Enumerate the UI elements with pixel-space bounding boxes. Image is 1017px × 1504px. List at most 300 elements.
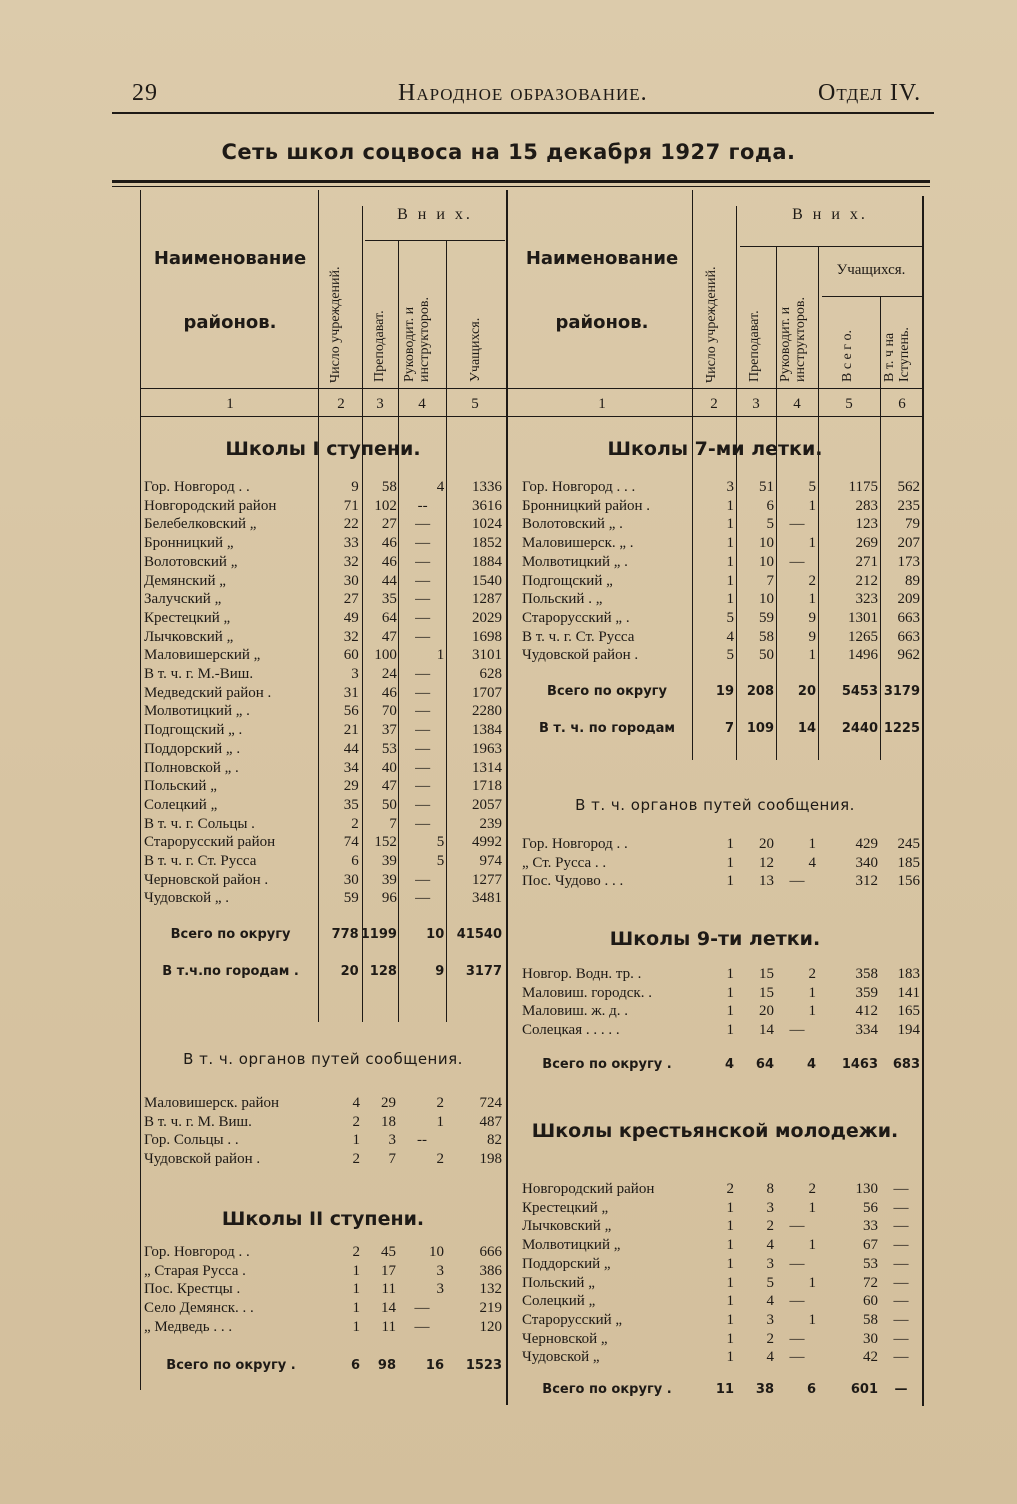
- table-row: [144, 1150, 504, 1169]
- table-row: [144, 1280, 504, 1299]
- row-value: 4: [806, 1056, 816, 1072]
- right-head-first: В т. ч на Iступень.: [882, 327, 912, 382]
- row-value: 10: [429, 1244, 444, 1260]
- row-value: 45: [381, 1244, 396, 1260]
- row-value: 1: [726, 1255, 734, 1272]
- row-value: 30: [863, 1330, 878, 1347]
- row-name: Старорусский „: [522, 1311, 623, 1328]
- right-head-total: В с е г о.: [840, 329, 855, 382]
- row-value: 2: [352, 1113, 360, 1130]
- row-value: 2: [808, 966, 816, 982]
- row-value: 429: [855, 836, 878, 852]
- row-value: 4: [352, 1095, 360, 1111]
- row-value: 209: [897, 591, 920, 608]
- row-value: 1463: [841, 1056, 878, 1072]
- row-value: 11: [381, 1318, 396, 1335]
- row-name: Волотовский „ .: [522, 516, 623, 533]
- row-value: —: [415, 722, 431, 739]
- row-value: 1: [352, 1300, 360, 1317]
- table-row: [144, 665, 504, 684]
- table-row: [144, 572, 504, 591]
- row-value: 32: [343, 628, 359, 645]
- spacer-row: [522, 1367, 922, 1381]
- row-value: 358: [855, 966, 878, 982]
- row-value: 60: [863, 1293, 878, 1310]
- row-value: 4: [766, 1237, 774, 1254]
- row-value: 38: [755, 1382, 774, 1398]
- row-value: 1540: [472, 572, 502, 589]
- running-title: Народное образование.: [398, 80, 648, 106]
- row-value: 1384: [472, 722, 502, 739]
- row-value: 1: [726, 966, 734, 982]
- row-value: 1718: [472, 778, 502, 795]
- row-name: Крестецкий „: [522, 1199, 609, 1216]
- row-value: 2057: [472, 796, 502, 813]
- row-value: 6: [766, 497, 774, 514]
- row-value: 19: [715, 684, 734, 700]
- row-value: 27: [343, 591, 359, 608]
- row-value: 601: [850, 1382, 878, 1398]
- row-value: 4: [766, 1349, 774, 1366]
- row-value: —: [789, 553, 805, 570]
- table-row: [144, 889, 504, 908]
- row-value: —: [414, 1318, 430, 1335]
- row-value: 2: [766, 1330, 774, 1347]
- spacer-row: [522, 665, 922, 683]
- row-name: Чудовской район .: [522, 647, 639, 664]
- row-name: „ Старая Русса .: [144, 1262, 246, 1279]
- table-row: [144, 553, 504, 572]
- row-value: 1175: [848, 479, 878, 495]
- table-row: [144, 515, 504, 534]
- row-value: —: [789, 1255, 805, 1272]
- row-value: 1336: [472, 479, 502, 495]
- row-value: 4992: [472, 834, 502, 851]
- sk-table: [522, 1180, 922, 1400]
- row-value: 1884: [472, 553, 502, 570]
- row-name: Подгощский „: [522, 572, 613, 589]
- row-value: 1: [436, 1113, 444, 1130]
- row-value: 32: [343, 553, 359, 570]
- total-row: [522, 720, 922, 739]
- row-value: —: [893, 1311, 909, 1328]
- row-value: 2: [352, 1151, 360, 1168]
- row-name: Новгор. Водн. тр. .: [522, 966, 642, 982]
- row-name: Чудовской район .: [144, 1151, 261, 1168]
- s7-title: Школы 7-ми летки.: [607, 438, 823, 460]
- row-name: Польский . „: [522, 591, 603, 608]
- row-name: Солецкая . . . . .: [522, 1022, 620, 1039]
- row-value: 14: [759, 1022, 774, 1039]
- row-name: Маловишерский „: [144, 647, 261, 664]
- row-value: 20: [759, 836, 774, 852]
- row-value: 40: [381, 759, 397, 776]
- table-row: [522, 478, 922, 497]
- row-value: 312: [855, 873, 878, 890]
- row-value: 46: [381, 684, 397, 701]
- row-value: 47: [381, 628, 397, 645]
- page-number: 29: [132, 80, 158, 106]
- row-value: 3481: [472, 890, 502, 907]
- left-idx-5: 5: [471, 396, 479, 412]
- row-value: 1: [808, 1311, 816, 1328]
- row-value: 1: [808, 1003, 816, 1020]
- table-row: [522, 835, 922, 854]
- row-value: 1: [726, 836, 734, 852]
- row-value: 132: [479, 1281, 502, 1298]
- row-name: Полновской „ .: [144, 759, 239, 776]
- row-value: 183: [897, 966, 920, 982]
- row-name: В т. ч. по городам: [538, 720, 676, 736]
- row-name: Маловиш. городск. .: [522, 984, 652, 1001]
- row-value: 51: [759, 479, 774, 495]
- table-row: [522, 1021, 922, 1040]
- row-value: 67: [863, 1237, 878, 1254]
- table-row: [144, 1299, 504, 1318]
- row-value: 102: [374, 497, 397, 514]
- row-name: Солецкий „: [144, 796, 218, 813]
- row-value: 30: [343, 572, 359, 589]
- row-value: 50: [381, 796, 397, 813]
- left-idx-1: 1: [226, 396, 234, 412]
- total-row: [522, 1056, 922, 1075]
- row-value: —: [415, 628, 431, 645]
- row-value: 56: [863, 1199, 878, 1216]
- row-name: Гор. Новгород . .: [144, 1244, 250, 1260]
- row-name: Поддорский „ .: [144, 740, 241, 757]
- row-value: 79: [905, 516, 920, 533]
- right-head-name2: районов.: [555, 312, 649, 333]
- row-value: 46: [381, 535, 397, 552]
- row-value: 3: [436, 1281, 444, 1298]
- table-row: [144, 721, 504, 740]
- row-value: 1852: [472, 535, 502, 552]
- row-value: 340: [855, 854, 878, 871]
- row-value: —: [893, 1255, 909, 1272]
- row-value: 37: [381, 722, 397, 739]
- row-value: 11: [715, 1382, 734, 1398]
- row-value: 1: [436, 647, 445, 664]
- row-value: 198: [479, 1151, 502, 1168]
- s7-rail-title: В т. ч. органов путей сообщения.: [575, 796, 855, 814]
- row-value: 3: [766, 1199, 774, 1216]
- row-value: 9: [808, 628, 816, 645]
- row-value: 46: [381, 553, 397, 570]
- row-value: —: [414, 1300, 430, 1317]
- row-value: 109: [746, 720, 774, 736]
- row-value: 1707: [472, 684, 502, 701]
- row-name: Гор. Новгород . .: [522, 836, 628, 852]
- table-row: [522, 1330, 922, 1349]
- row-value: 1698: [472, 628, 502, 645]
- left-head-name2: районов.: [183, 312, 277, 333]
- row-value: 2: [808, 572, 816, 589]
- row-value: —: [415, 666, 431, 683]
- table-row: [144, 646, 504, 665]
- top-rule-thin: [112, 186, 930, 187]
- row-value: 1: [352, 1262, 360, 1279]
- row-value: 185: [897, 854, 920, 871]
- row-value: 2: [436, 1151, 444, 1168]
- row-value: 9: [351, 479, 359, 495]
- row-value: 3177: [465, 963, 502, 979]
- row-value: 2: [436, 1095, 444, 1111]
- row-value: 663: [897, 609, 920, 626]
- row-value: —: [415, 778, 431, 795]
- row-name: В т. ч. г. Ст. Русса: [522, 628, 635, 645]
- row-value: 2: [726, 1181, 734, 1197]
- row-name: Пос. Чудово . . .: [522, 873, 624, 890]
- left-head-count: Число учреждений.: [328, 266, 343, 383]
- row-name: Черновской „: [522, 1330, 608, 1347]
- row-value: 269: [855, 535, 878, 552]
- row-name: Маловишерск. „ .: [522, 535, 634, 552]
- table-row: [144, 871, 504, 890]
- row-value: 130: [855, 1181, 878, 1197]
- row-name: Лычковский „: [522, 1218, 612, 1235]
- row-value: 239: [479, 815, 502, 832]
- row-name: Всего по округу .: [542, 1056, 672, 1072]
- row-value: —: [415, 516, 431, 533]
- row-value: 1: [808, 535, 816, 552]
- right-head-in-them: В н и х.: [792, 206, 868, 223]
- row-value: 9: [808, 609, 816, 626]
- row-value: 1: [808, 497, 816, 514]
- row-value: 412: [855, 1003, 878, 1020]
- table-row: [522, 854, 922, 873]
- row-value: 16: [425, 1357, 444, 1373]
- table-row: [522, 965, 922, 984]
- table-row: [144, 478, 504, 497]
- table-row: [144, 702, 504, 721]
- row-value: 194: [897, 1022, 920, 1039]
- row-value: 666: [479, 1244, 502, 1260]
- row-value: 72: [863, 1274, 878, 1291]
- row-value: 18: [381, 1113, 396, 1130]
- row-value: 22: [343, 516, 359, 533]
- table-row: [144, 628, 504, 647]
- row-value: —: [789, 1022, 805, 1039]
- row-value: 13: [759, 873, 774, 890]
- s1-table: [144, 478, 504, 982]
- row-value: 1: [726, 497, 734, 514]
- row-value: 165: [897, 1003, 920, 1020]
- table-row: [144, 590, 504, 609]
- table-row: [522, 1348, 922, 1367]
- top-rule: [112, 180, 930, 183]
- total-row: [144, 926, 504, 945]
- table-row: [522, 497, 922, 516]
- table-row: [144, 815, 504, 834]
- s7-rail-table: [522, 835, 922, 891]
- row-value: 11: [381, 1281, 396, 1298]
- row-value: 10: [759, 535, 774, 552]
- left-idx-3: 3: [376, 396, 384, 412]
- left-idx-4: 4: [418, 396, 426, 412]
- head-bottom-rule: [140, 388, 922, 389]
- row-value: 141: [897, 984, 920, 1001]
- row-value: —: [789, 873, 805, 890]
- row-value: 59: [343, 890, 359, 907]
- row-value: —: [415, 703, 431, 720]
- row-value: —: [789, 1218, 805, 1235]
- row-name: Солецкий „: [522, 1293, 596, 1310]
- table-row: [144, 1094, 504, 1113]
- right-idx-6: 6: [898, 396, 906, 412]
- table-row: [522, 1255, 922, 1274]
- row-value: 3: [726, 479, 734, 495]
- row-name: Всего по округу .: [542, 1382, 672, 1398]
- table-row: [522, 609, 922, 628]
- row-value: 30: [343, 871, 359, 888]
- row-value: 6: [351, 853, 359, 870]
- row-name: Чудовской „: [522, 1349, 600, 1366]
- row-value: 20: [340, 963, 359, 979]
- right-head-teachers: Преподават.: [747, 310, 762, 382]
- table-row: [522, 1180, 922, 1199]
- row-value: —: [415, 759, 431, 776]
- table-row: [144, 777, 504, 796]
- row-value: 17: [381, 1262, 396, 1279]
- row-name: Село Демянск. . .: [144, 1300, 254, 1317]
- row-name: „ Ст. Русса . .: [522, 854, 607, 871]
- row-name: Всего по округу .: [166, 1357, 296, 1373]
- row-value: 1: [352, 1132, 360, 1149]
- row-value: 6: [806, 1382, 816, 1398]
- row-value: 1: [726, 873, 734, 890]
- row-value: 1287: [472, 591, 502, 608]
- row-value: 1: [808, 647, 816, 664]
- row-value: 974: [479, 853, 502, 870]
- row-value: 1: [726, 1274, 734, 1291]
- row-name: Чудовской „ .: [144, 890, 230, 907]
- row-value: 323: [855, 591, 878, 608]
- row-value: 1301: [848, 609, 878, 626]
- row-name: Гор. Новгород . . .: [522, 479, 636, 495]
- row-value: 96: [381, 890, 397, 907]
- row-value: —: [893, 1237, 909, 1254]
- row-value: —: [415, 535, 431, 552]
- row-value: 271: [855, 553, 878, 570]
- row-value: 4: [726, 628, 734, 645]
- row-value: 128: [369, 963, 397, 979]
- row-value: 212: [855, 572, 878, 589]
- s1-rail-table: [144, 1094, 504, 1169]
- row-value: 1: [726, 591, 734, 608]
- s2-title: Школы II ступени.: [221, 1208, 425, 1230]
- row-value: 2: [351, 815, 359, 832]
- right-idx-2: 2: [710, 396, 718, 412]
- row-value: 89: [905, 572, 920, 589]
- row-value: 10: [426, 927, 445, 943]
- row-name: В т.ч.по городам .: [162, 963, 299, 979]
- row-value: 1: [808, 836, 816, 852]
- row-name: Польский „: [522, 1274, 595, 1291]
- row-value: 14: [797, 720, 816, 736]
- row-value: 2440: [841, 720, 878, 736]
- row-name: Маловиш. ж. д. .: [522, 1003, 629, 1020]
- row-value: --: [417, 1132, 427, 1149]
- row-value: 35: [381, 591, 397, 608]
- row-value: 49: [343, 609, 359, 626]
- row-value: 778: [331, 927, 359, 943]
- row-value: 2: [766, 1218, 774, 1235]
- table-row: [144, 759, 504, 778]
- row-value: 27: [381, 516, 397, 533]
- table-row: [144, 1318, 504, 1337]
- table-row: [522, 646, 922, 665]
- row-value: 44: [381, 572, 397, 589]
- table-row: [144, 833, 504, 852]
- table-row: [522, 1292, 922, 1311]
- row-value: 562: [897, 479, 920, 495]
- row-value: 33: [343, 535, 359, 552]
- row-name: Пос. Крестцы .: [144, 1281, 241, 1298]
- s2-table: [144, 1243, 504, 1375]
- row-value: 15: [759, 984, 774, 1001]
- row-value: 173: [897, 553, 920, 570]
- left-head-pupils: Учащихся.: [468, 317, 483, 382]
- row-value: 1: [726, 1003, 734, 1020]
- row-value: 58: [381, 479, 397, 495]
- row-value: 1963: [472, 740, 502, 757]
- table-row: [144, 497, 504, 516]
- row-value: --: [417, 497, 428, 514]
- row-value: 35: [343, 796, 359, 813]
- row-value: 5: [766, 1274, 774, 1291]
- table-row: [522, 628, 922, 647]
- table-row: [522, 1002, 922, 1021]
- row-value: 29: [381, 1095, 396, 1111]
- row-value: 663: [897, 628, 920, 645]
- s1-title: Школы I ступени.: [225, 438, 421, 460]
- row-value: —: [415, 591, 431, 608]
- row-value: 3: [351, 666, 359, 683]
- total-row: [144, 1357, 504, 1376]
- spacer-row: [144, 908, 504, 926]
- table-row: [144, 1262, 504, 1281]
- row-name: Старорусский район: [144, 834, 276, 851]
- row-name: Бронницкий район .: [522, 497, 651, 514]
- row-value: 9: [435, 963, 445, 979]
- row-name: Старорусский „ .: [522, 609, 630, 626]
- row-name: Медведский район .: [144, 684, 272, 701]
- row-value: 1: [352, 1318, 360, 1335]
- row-value: 64: [755, 1056, 774, 1072]
- row-value: 683: [892, 1056, 920, 1072]
- row-name: Молвотицкий „ .: [522, 553, 628, 570]
- s9-title: Школы 9-ти летки.: [609, 928, 821, 950]
- row-name: В т. ч. г. Ст. Русса: [144, 853, 257, 870]
- row-value: 74: [343, 834, 359, 851]
- row-value: 1: [352, 1281, 360, 1298]
- row-value: 1225: [883, 720, 920, 736]
- right-head-count: Число учреждений.: [704, 266, 719, 383]
- row-name: Гор. Сольцы . .: [144, 1132, 239, 1149]
- row-value: 1: [726, 516, 734, 533]
- row-value: 1496: [848, 647, 878, 664]
- table-row: [522, 534, 922, 553]
- row-value: 1: [726, 1199, 734, 1216]
- row-value: —: [415, 553, 431, 570]
- row-value: 1: [726, 1293, 734, 1310]
- row-value: 56: [343, 703, 359, 720]
- row-value: 2029: [472, 609, 502, 626]
- row-value: 1: [726, 1330, 734, 1347]
- row-name: Лычковский „: [144, 628, 234, 645]
- row-name: Волотовский „: [144, 553, 238, 570]
- row-value: 4: [724, 1056, 734, 1072]
